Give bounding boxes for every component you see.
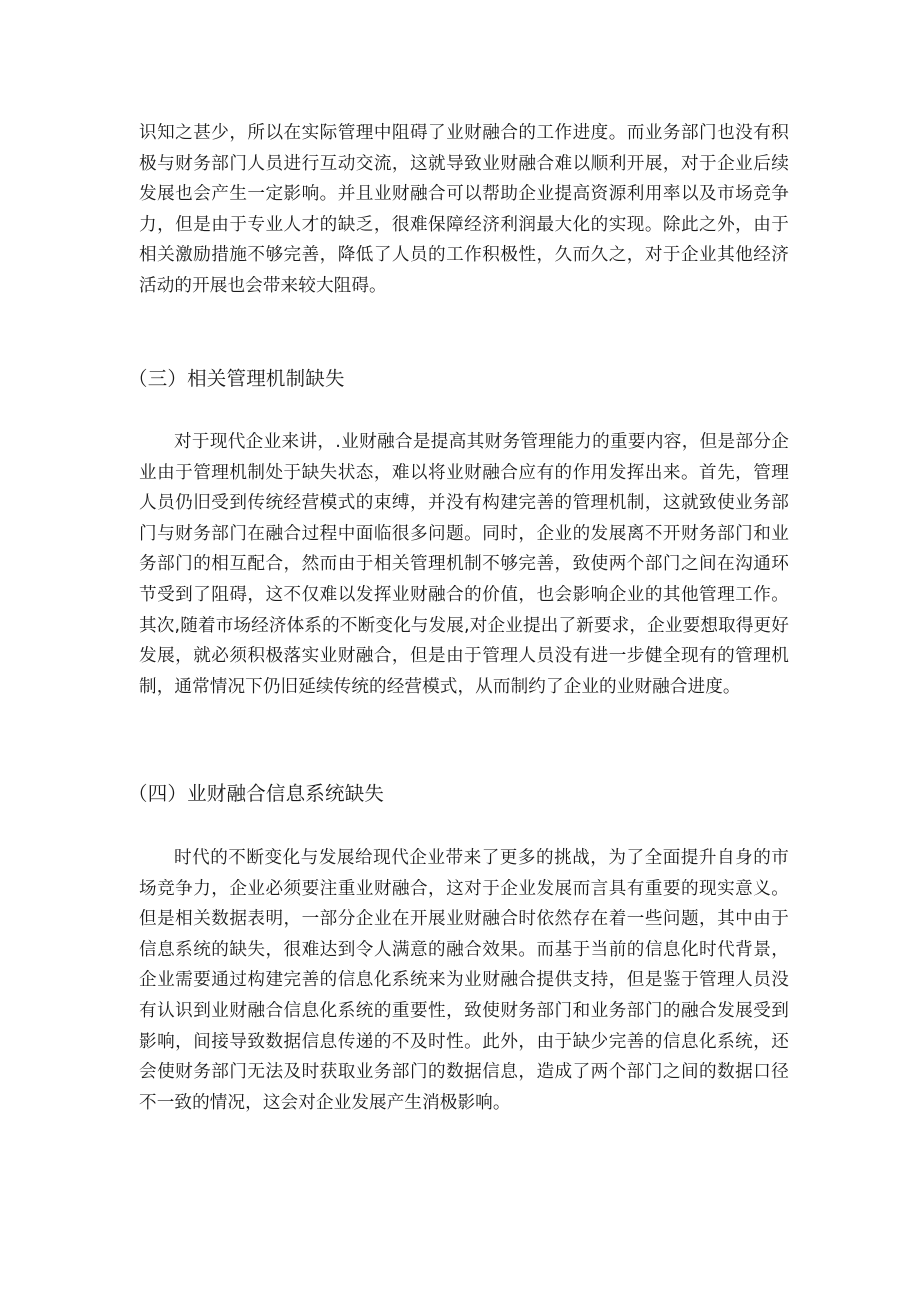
paragraph-management-mechanism: 对于现代企业来讲，.业财融合是提高其财务管理能力的重要内容，但是部分企业由于管理机制处于缺失状态，难以将业财融合应有的作用发挥出来。首先，管理人员仍旧受到传统经营模式的束缚，并没有构建完善的管理机制，这就致使业务部门与财务部门在融合过程中面临很多问题。同时，企业的发展离不开财务部门和业务部门的相互配合，然而由于相关管理机制不够完善，致使两个部门之间在沟通环节受到了阻碍，这不仅难以发挥业财融合的价值，也会影响企业的其他管理工作。其次,随着市场经济体系的不断变化与发展,对企业提出了新要求，企业要想取得更好发展，就必须积极落实业财融合，但是由于管理人员没有进一步健全现有的管理机制，通常情况下仍旧延续传统的经营模式，从而制约了企业的业财融合进度。 [139,432,789,697]
paragraph-information-system: 时代的不断变化与发展给现代企业带来了更多的挑战，为了全面提升自身的市场竞争力，企业必须要注重业财融合，这对于企业发展而言具有重要的现实意义。但是相关数据表明，一部分企业在开展业财融合时依然存在着一些问题，其中由于信息系统的缺失，很难达到令人满意的融合效果。而基于当前的信息化时代背景，企业需要通过构建完善的信息化系统来为业财融合提供支持，但是鉴于管理人员没有认识到业财融合信息化系统的重要性，致使财务部门和业务部门的融合发展受到影响，间接导致数据信息传递的不及时性。此外，由于缺少完善的信息化系统，还会使财务部门无法及时获取业务部门的数据信息，造成了两个部门之间的数据口径不一致的情况，这会对企业发展产生消极影响。 [139,848,789,1113]
paragraph-continuation: 识知之甚少，所以在实际管理中阻碍了业财融合的工作进度。而业务部门也没有积极与财务部门人员进行互动交流，这就导致业财融合难以顺利开展，对于企业后续发展也会产生一定影响。并且业财融合可以帮助企业提高资源利用率以及市场竞争力，但是由于专业人才的缺乏，很难保障经济利润最大化的实现。除此之外，由于相关激励措施不够完善，降低了人员的工作积极性，久而久之，对于企业其他经济活动的开展也会带来较大阻碍。 [139,123,789,296]
section-heading-4: （四）业财融合信息系统缺失 [128,782,385,805]
section-heading-3: （三）相关管理机制缺失 [128,367,345,390]
